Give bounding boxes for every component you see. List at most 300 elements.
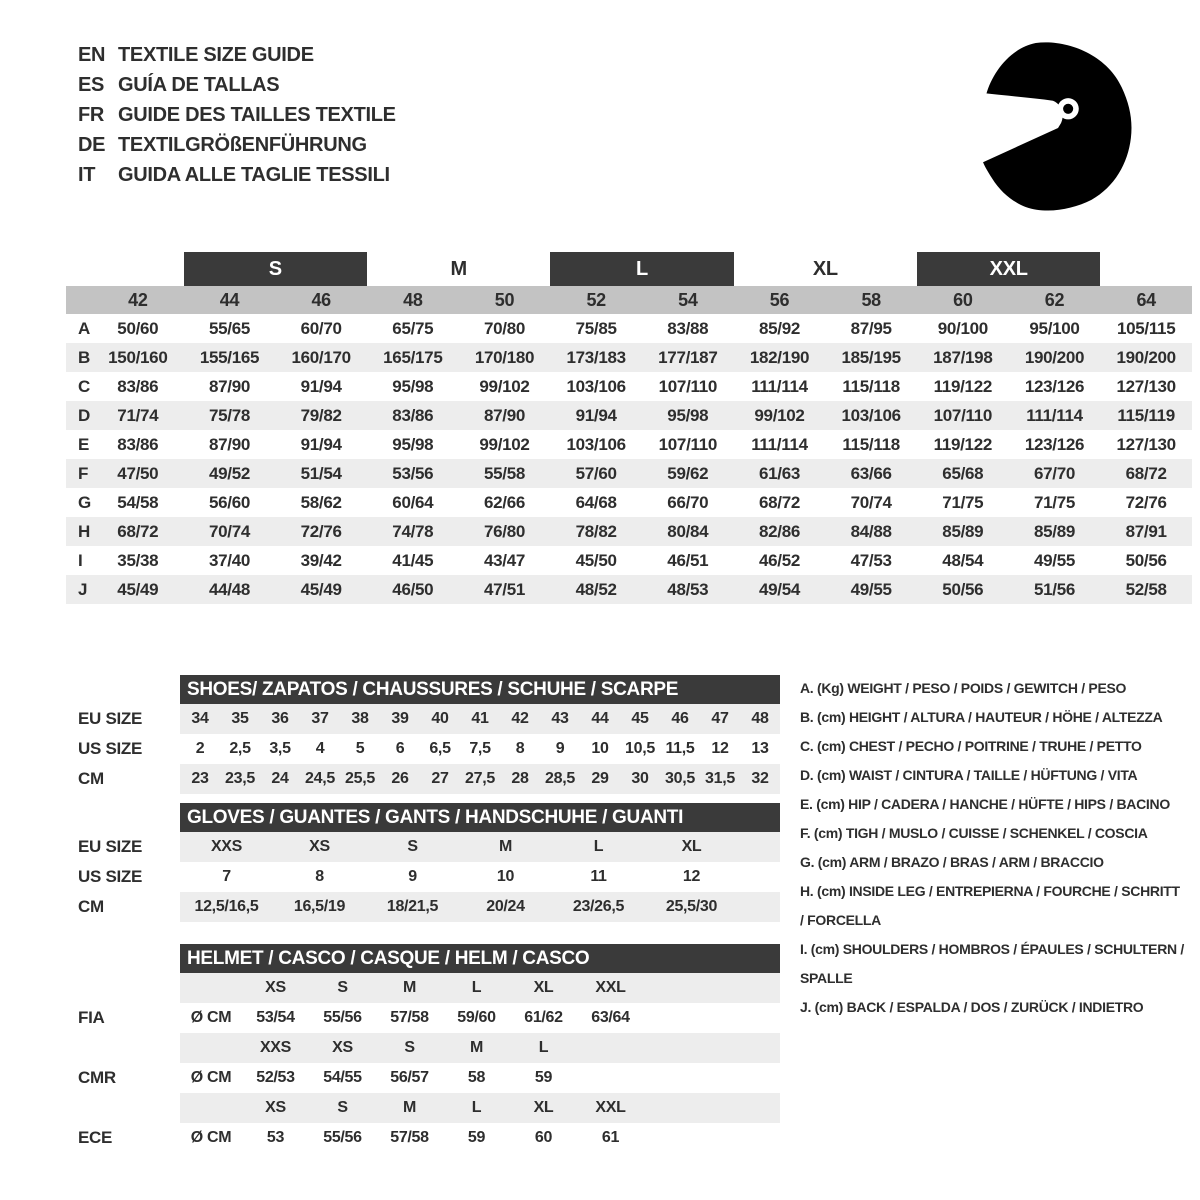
value-cell: 8: [315, 868, 324, 885]
value-cell: M: [498, 838, 513, 855]
helmet-size-row: [180, 1093, 780, 1123]
size-value: 83/86: [117, 376, 159, 396]
size-value: 68/72: [758, 492, 801, 512]
size-value: 103/106: [566, 434, 626, 454]
size-value: 107/110: [658, 376, 718, 396]
size-value: 51/56: [1033, 579, 1076, 599]
size-value: 82/86: [758, 521, 801, 541]
size-column-header: 48: [403, 289, 423, 310]
size-value: 49/54: [758, 579, 801, 599]
value-cell: 38: [351, 710, 369, 727]
helmet-table: [180, 944, 780, 1153]
size-value: 87/95: [850, 318, 892, 338]
size-value: 46/52: [758, 550, 801, 570]
textile-row: [66, 372, 1192, 401]
helmet-value-row: [180, 1003, 780, 1033]
size-value: 105/115: [1116, 318, 1176, 338]
size-column-header: 60: [953, 289, 973, 310]
value-cell: 11: [590, 868, 607, 885]
size-value: 65/68: [942, 463, 984, 483]
helmet-size-header: M: [402, 979, 417, 996]
value-cell: XXS: [210, 838, 243, 855]
size-value: 66/70: [667, 492, 709, 512]
size-value: 48/54: [942, 550, 984, 570]
value-cell: 16,5/19: [293, 898, 346, 915]
helmet-value: 55/56: [323, 1129, 362, 1146]
size-value: 47/51: [483, 579, 526, 599]
row-letter: D: [78, 405, 90, 425]
size-value: 155/165: [199, 347, 260, 367]
row-letter: C: [78, 376, 90, 396]
gloves-row: [180, 892, 780, 922]
row-letter: I: [78, 550, 83, 570]
gloves-row-label: US SIZE: [78, 867, 143, 886]
gloves-rows: [180, 832, 780, 922]
size-value: 63/66: [850, 463, 892, 483]
gloves-row: [180, 862, 780, 892]
value-cell: 2,5: [229, 740, 251, 757]
size-value: 103/106: [566, 376, 626, 396]
value-cell: 5: [355, 740, 365, 757]
language-title: GUIDA ALLE TAGLIE TESSILI: [118, 164, 390, 186]
size-value: 119/122: [933, 434, 993, 454]
size-value: 60/64: [392, 492, 434, 512]
legend-item: C. (cm) CHEST / PECHO / POITRINE / TRUHE / PETTO: [800, 738, 1142, 754]
helmet-value: 55/56: [323, 1009, 362, 1026]
size-value: 111/114: [751, 434, 808, 454]
value-cell: 25,5: [345, 770, 375, 787]
language-title-list: [78, 40, 396, 190]
size-value: 62/66: [483, 492, 526, 512]
size-value: 95/98: [392, 376, 434, 396]
language-row: [78, 40, 396, 70]
value-cell: 40: [431, 710, 449, 727]
shoes-row: [180, 764, 780, 794]
textile-row: [66, 517, 1192, 546]
size-value: 68/72: [117, 521, 159, 541]
textile-row: [66, 488, 1192, 517]
size-value: 150/160: [108, 347, 168, 367]
diameter-unit: Ø CM: [190, 1009, 232, 1026]
size-value: 46/51: [667, 550, 709, 570]
textile-table-body: [66, 314, 1192, 604]
value-cell: 46: [671, 710, 689, 727]
size-value: 48/53: [667, 579, 709, 599]
unit-spacer: [180, 1033, 242, 1063]
value-cell: 7: [222, 868, 231, 885]
gloves-table: [180, 803, 780, 922]
size-group-s: S: [184, 252, 367, 286]
textile-row: [66, 401, 1192, 430]
size-column-header: 54: [678, 289, 698, 310]
size-value: 83/86: [117, 434, 159, 454]
size-value: 49/55: [850, 579, 892, 599]
helmet-size-header: XS: [265, 1099, 286, 1116]
helmet-standard-label: FIA: [78, 1008, 105, 1027]
value-cell: 37: [311, 710, 329, 727]
value-cell: 30,5: [665, 770, 695, 787]
value-cell: 43: [551, 710, 569, 727]
language-code: DE: [78, 134, 106, 156]
size-value: 60/70: [300, 318, 342, 338]
value-cell: 8: [515, 740, 525, 757]
size-value: 52/58: [1125, 579, 1167, 599]
value-cell: 42: [511, 710, 529, 727]
value-cell: 20/24: [486, 898, 525, 915]
size-value: 91/94: [575, 405, 617, 425]
row-letter: E: [78, 434, 90, 454]
shoes-table: [180, 675, 780, 794]
legend-item: I. (cm) SHOULDERS / HOMBROS / ÉPAULES / SCHULTERN / SPALLE: [800, 941, 1184, 986]
row-letter: A: [78, 318, 90, 338]
helmet-value: 56/57: [390, 1069, 429, 1086]
helmet-size-header: XL: [533, 1099, 554, 1116]
group-header-spacer-right: [1100, 252, 1192, 286]
size-value: 80/84: [667, 521, 709, 541]
size-column-header: 58: [861, 289, 881, 310]
value-cell: 44: [591, 710, 609, 727]
size-value: 91/94: [300, 434, 342, 454]
unit-spacer: [180, 1093, 242, 1123]
language-row: [78, 70, 396, 100]
size-value: 49/52: [208, 463, 251, 483]
size-value: 71/75: [1033, 492, 1076, 512]
racing-helmet-icon: [980, 42, 1132, 212]
textile-row: [66, 575, 1192, 604]
helmet-size-header: L: [471, 979, 482, 996]
helmet-value: 59: [467, 1129, 486, 1146]
size-group-m: M: [450, 257, 467, 280]
value-cell: 23: [191, 770, 209, 787]
legend-item: F. (cm) TIGH / MUSLO / CUISSE / SCHENKEL / COSCIA: [800, 825, 1148, 841]
value-cell: 12,5/16,5: [194, 898, 259, 915]
legend-item: H. (cm) INSIDE LEG / ENTREPIERNA / FOURCHE / SCHRITT / FORCELLA: [800, 883, 1180, 928]
value-cell: 2: [195, 740, 205, 757]
helmet-section: [60, 944, 780, 1153]
language-code: ES: [78, 74, 105, 96]
legend-item: J. (cm) BACK / ESPALDA / DOS / ZURÜCK / INDIETRO: [800, 999, 1144, 1015]
helmet-side-labels: [60, 944, 180, 1153]
size-column-header: 46: [311, 289, 331, 310]
size-value: 123/126: [1024, 434, 1085, 454]
size-value: 99/102: [754, 405, 805, 425]
size-value: 54/58: [117, 492, 159, 512]
size-value: 47/53: [850, 550, 892, 570]
size-value: 170/180: [474, 347, 535, 367]
unit-spacer: [180, 973, 242, 1003]
value-cell: 39: [391, 710, 409, 727]
size-value: 71/75: [942, 492, 984, 512]
textile-row: [66, 459, 1192, 488]
value-cell: 25,5/30: [665, 898, 718, 915]
size-column-header: 44: [219, 289, 240, 310]
visor-pivot-dot: [1063, 104, 1073, 114]
shoes-row-label: US SIZE: [78, 739, 143, 758]
size-value: 115/118: [842, 376, 900, 396]
legend-item: B. (cm) HEIGHT / ALTURA / HAUTEUR / HÖHE / ALTEZZA: [800, 709, 1163, 725]
language-row: [78, 130, 396, 160]
size-value: 111/114: [1026, 405, 1083, 425]
value-cell: 45: [631, 710, 649, 727]
gloves-row-label: EU SIZE: [78, 837, 143, 856]
size-value: 51/54: [300, 463, 342, 483]
helmet-value: 57/58: [390, 1129, 429, 1146]
diameter-unit: Ø CM: [190, 1129, 232, 1146]
value-cell: 27,5: [465, 770, 495, 787]
size-value: 85/89: [942, 521, 984, 541]
value-cell: 13: [751, 740, 769, 757]
size-value: 56/60: [208, 492, 251, 512]
size-value: 83/86: [392, 405, 434, 425]
gloves-side-labels: [60, 803, 180, 922]
shoes-title-bar: SHOES/ ZAPATOS / CHAUSSURES / SCHUHE / SCARPE: [180, 675, 780, 704]
size-value: 85/92: [758, 318, 801, 338]
size-value: 50/56: [1125, 550, 1167, 570]
helmet-size-row: [180, 1033, 780, 1063]
gloves-row: [180, 832, 780, 862]
helmet-value: 61/62: [524, 1009, 563, 1026]
size-value: 107/110: [933, 405, 993, 425]
helmet-size-header: L: [538, 1039, 549, 1056]
language-code: IT: [78, 164, 96, 186]
value-cell: 29: [591, 770, 609, 787]
helmet-value-row: [180, 1123, 780, 1153]
size-value: 58/62: [300, 492, 342, 512]
size-group-l: L: [550, 252, 733, 286]
size-value: 72/76: [1125, 492, 1167, 512]
size-value: 160/170: [291, 347, 351, 367]
value-cell: 30: [631, 770, 649, 787]
size-column-header: 52: [586, 289, 606, 310]
language-code: EN: [78, 44, 106, 66]
helmet-value: 59/60: [457, 1009, 496, 1026]
size-value: 64/68: [575, 492, 617, 512]
size-group-xxl: XXL: [917, 252, 1100, 286]
size-value: 87/91: [1125, 521, 1167, 541]
size-column-header: 64: [1136, 289, 1156, 310]
size-value: 55/58: [483, 463, 526, 483]
group-header-spacer-left: [66, 252, 184, 286]
size-value: 76/80: [483, 521, 526, 541]
gloves-title-bar: GLOVES / GUANTES / GANTS / HANDSCHUHE / GUANTI: [180, 803, 780, 832]
helmet-value: 60: [534, 1129, 553, 1146]
size-value: 53/56: [392, 463, 434, 483]
size-column-header: 50: [494, 289, 515, 310]
size-value: 103/106: [841, 405, 901, 425]
size-value: 127/130: [1116, 434, 1176, 454]
helmet-size-header: S: [337, 979, 348, 996]
legend-item: D. (cm) WAIST / CINTURA / TAILLE / HÜFTUNG / VITA: [800, 767, 1138, 783]
size-value: 119/122: [933, 376, 993, 396]
size-value: 50/60: [117, 318, 159, 338]
size-value: 45/50: [575, 550, 617, 570]
shoes-row: [180, 704, 780, 734]
size-value: 87/90: [208, 376, 251, 396]
size-value: 72/76: [300, 521, 342, 541]
language-title: GUIDE DES TAILLES TEXTILE: [118, 104, 396, 126]
size-value: 50/56: [942, 579, 984, 599]
value-cell: 9: [408, 868, 417, 885]
language-row: [78, 100, 396, 130]
size-column-header: 42: [128, 289, 148, 310]
size-value: 127/130: [1116, 376, 1176, 396]
helmet-value: 58: [467, 1069, 486, 1086]
shoes-rows: [180, 704, 780, 794]
size-value: 49/55: [1033, 550, 1076, 570]
size-value: 71/74: [117, 405, 159, 425]
corner-spacer: [66, 286, 92, 314]
value-cell: 3,5: [269, 740, 291, 757]
size-value: 70/74: [850, 492, 892, 512]
size-value: 95/98: [392, 434, 434, 454]
size-value: 43/47: [483, 550, 526, 570]
size-value: 59/62: [667, 463, 709, 483]
row-letter: G: [78, 492, 91, 512]
size-value: 165/175: [383, 347, 443, 367]
language-code: FR: [78, 104, 105, 126]
helmet-size-header: M: [469, 1039, 484, 1056]
size-value: 67/70: [1033, 463, 1076, 483]
shoes-row-label: EU SIZE: [78, 709, 143, 728]
size-value: 39/42: [300, 550, 342, 570]
size-value: 70/74: [208, 521, 251, 541]
value-cell: 32: [751, 770, 769, 787]
size-value: 99/102: [479, 376, 530, 396]
shoes-section: [60, 675, 780, 794]
size-column-header: 62: [1044, 289, 1065, 310]
row-letter: H: [78, 521, 90, 541]
helmet-standard-label: CMR: [78, 1068, 116, 1087]
shoes-row: [180, 734, 780, 764]
textile-row: [66, 546, 1192, 575]
size-value: 55/65: [208, 318, 251, 338]
helmet-value: 53: [266, 1129, 285, 1146]
value-cell: 34: [191, 710, 209, 727]
value-cell: L: [593, 838, 604, 855]
helmet-value: 57/58: [390, 1009, 429, 1026]
size-value: 74/78: [392, 521, 434, 541]
value-cell: 26: [391, 770, 409, 787]
value-cell: 47: [711, 710, 729, 727]
value-cell: 7,5: [469, 740, 491, 757]
diameter-unit: Ø CM: [190, 1069, 232, 1086]
size-value: 173/183: [566, 347, 626, 367]
value-cell: 48: [751, 710, 769, 727]
row-letter: J: [78, 579, 88, 599]
value-cell: 41: [471, 710, 489, 727]
size-value: 187/198: [933, 347, 993, 367]
helmet-value: 63/64: [591, 1009, 630, 1026]
size-value: 107/110: [658, 434, 718, 454]
size-value: 177/187: [658, 347, 718, 367]
value-cell: 36: [271, 710, 289, 727]
legend-item: E. (cm) HIP / CADERA / HANCHE / HÜFTE / HIPS / BACINO: [800, 796, 1170, 812]
size-value: 95/100: [1029, 318, 1080, 338]
size-value: 65/75: [392, 318, 434, 338]
size-value: 115/119: [1117, 405, 1175, 425]
value-cell: S: [407, 838, 418, 855]
size-value: 35/38: [117, 550, 159, 570]
size-value: 37/40: [208, 550, 251, 570]
value-cell: 6,5: [429, 740, 451, 757]
value-cell: 10: [496, 868, 515, 885]
helmet-rows: [180, 973, 780, 1153]
shoes-row-label: CM: [78, 769, 104, 788]
size-value: 75/78: [208, 405, 251, 425]
size-value: 57/60: [575, 463, 617, 483]
size-column-header: 56: [769, 289, 790, 310]
textile-row: [66, 430, 1192, 459]
language-title: TEXTILGRÖßENFÜHRUNG: [118, 134, 367, 156]
size-value: 83/88: [667, 318, 709, 338]
row-letter: F: [78, 463, 89, 483]
textile-row: [66, 343, 1192, 372]
size-group-xl: XL: [812, 257, 838, 280]
size-value: 185/195: [841, 347, 901, 367]
shoes-side-labels: [60, 675, 180, 794]
size-value: 115/118: [842, 434, 900, 454]
size-value: 75/85: [575, 318, 617, 338]
language-title: TEXTILE SIZE GUIDE: [118, 44, 314, 66]
value-cell: 24: [271, 770, 289, 787]
helmet-size-header: S: [337, 1099, 348, 1116]
size-value: 68/72: [1125, 463, 1167, 483]
value-cell: 23,5: [225, 770, 255, 787]
legend-item: G. (cm) ARM / BRAZO / BRAS / ARM / BRACCIO: [800, 854, 1104, 870]
size-value: 190/200: [1116, 347, 1176, 367]
language-title: GUÍA DE TALLAS: [118, 74, 280, 96]
size-value: 70/80: [483, 318, 526, 338]
size-value: 190/200: [1024, 347, 1085, 367]
measurement-legend: [800, 674, 1185, 1022]
size-value: 182/190: [749, 347, 810, 367]
helmet-value: 53/54: [256, 1009, 295, 1026]
helmet-value-row: [180, 1063, 780, 1093]
textile-row: [66, 314, 1192, 343]
size-value: 84/88: [850, 521, 892, 541]
helmet-size-header: XS: [332, 1039, 353, 1056]
size-value: 95/98: [667, 405, 709, 425]
row-letter: B: [78, 347, 90, 367]
size-value: 61/63: [758, 463, 801, 483]
value-cell: 10,5: [625, 740, 655, 757]
language-row: [78, 160, 396, 190]
value-cell: XS: [309, 838, 330, 855]
value-cell: 18/21,5: [386, 898, 439, 915]
value-cell: 23/26,5: [572, 898, 625, 915]
helmet-value: 59: [534, 1069, 553, 1086]
size-value: 41/45: [392, 550, 434, 570]
helmet-size-header: S: [404, 1039, 415, 1056]
helmet-value: 61: [601, 1129, 620, 1146]
legend-item: A. (Kg) WEIGHT / PESO / POIDS / GEWITCH / PESO: [800, 680, 1127, 696]
value-cell: 10: [591, 740, 609, 757]
value-cell: 35: [231, 710, 249, 727]
helmet-title-bar: HELMET / CASCO / CASQUE / HELM / CASCO: [180, 944, 780, 973]
value-cell: 24,5: [305, 770, 335, 787]
helmet-standard-label: ECE: [78, 1128, 113, 1147]
value-cell: 31,5: [705, 770, 735, 787]
value-cell: 12: [711, 740, 729, 757]
helmet-value: 54/55: [323, 1069, 362, 1086]
size-group-header: [66, 252, 1192, 286]
value-cell: 27: [431, 770, 449, 787]
size-value: 87/90: [483, 405, 526, 425]
size-value: 45/49: [300, 579, 342, 599]
size-value: 99/102: [479, 434, 530, 454]
size-value: 78/82: [575, 521, 617, 541]
size-value: 46/50: [392, 579, 434, 599]
